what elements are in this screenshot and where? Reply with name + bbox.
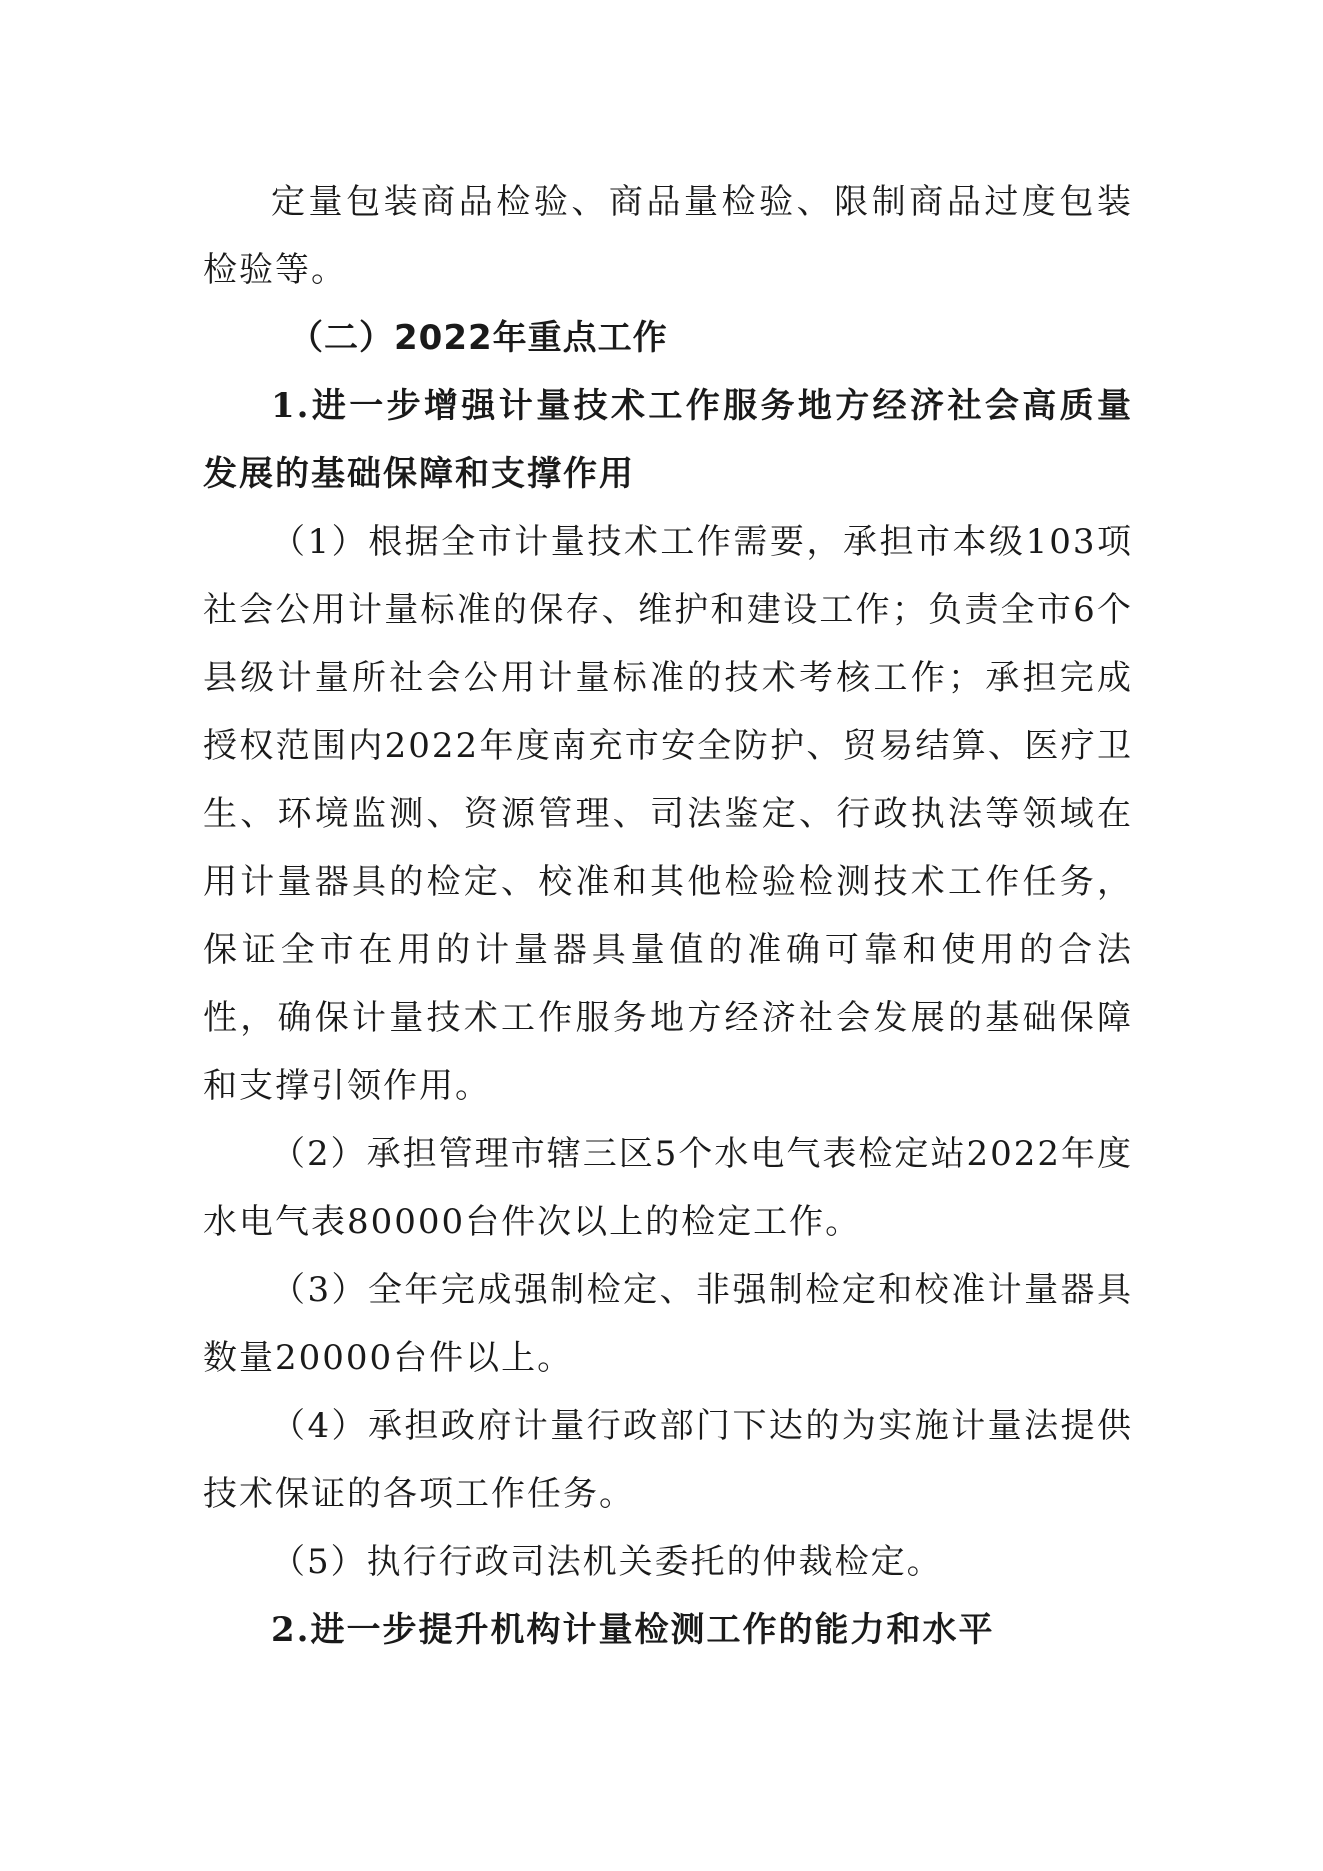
paragraph-item-5: （5）执行行政司法机关委托的仲裁检定。 xyxy=(271,1542,943,1582)
paragraph-continued: 定量包装商品检验、商品量检验、限制商品过度包装检验等。 xyxy=(203,182,1133,290)
document-page xyxy=(203,168,1133,1664)
subheading-2: 2.进一步提升机构计量检测工作的能力和水平 xyxy=(271,1610,995,1650)
paragraph-item-4: （4）承担政府计量行政部门下达的为实施计量法提供技术保证的各项工作任务。 xyxy=(203,1406,1133,1514)
section-heading-key-work-2022: （二）2022年重点工作 xyxy=(289,318,668,358)
subheading-1: 1.进一步增强计量技术工作服务地方经济社会高质量发展的基础保障和支撑作用 xyxy=(203,386,1133,494)
paragraph-item-2: （2）承担管理市辖三区5个水电气表检定站2022年度水电气表80000台件次以上的检定工作。 xyxy=(203,1134,1133,1242)
paragraph-item-3: （3）全年完成强制检定、非强制检定和校准计量器具数量20000台件以上。 xyxy=(203,1270,1133,1378)
paragraph-item-1: （1）根据全市计量技术工作需要，承担市本级103项社会公用计量标准的保存、维护和建设工作；负责全市6个县级计量所社会公用计量标准的技术考核工作；承担完成授权范围内2022年度南充市安全防护、贸易结算、医疗卫生、环境监测、资源管理、司法鉴定、行政执法等领域在用计量器具的检定、校准和其他检验检测技术工作任务，保证全市在用的计量器具量值的准确可靠和使用的合法性，确保计量技术工作服务地方经济社会发展的基础保障和支撑引领作用。 xyxy=(203,522,1133,1106)
